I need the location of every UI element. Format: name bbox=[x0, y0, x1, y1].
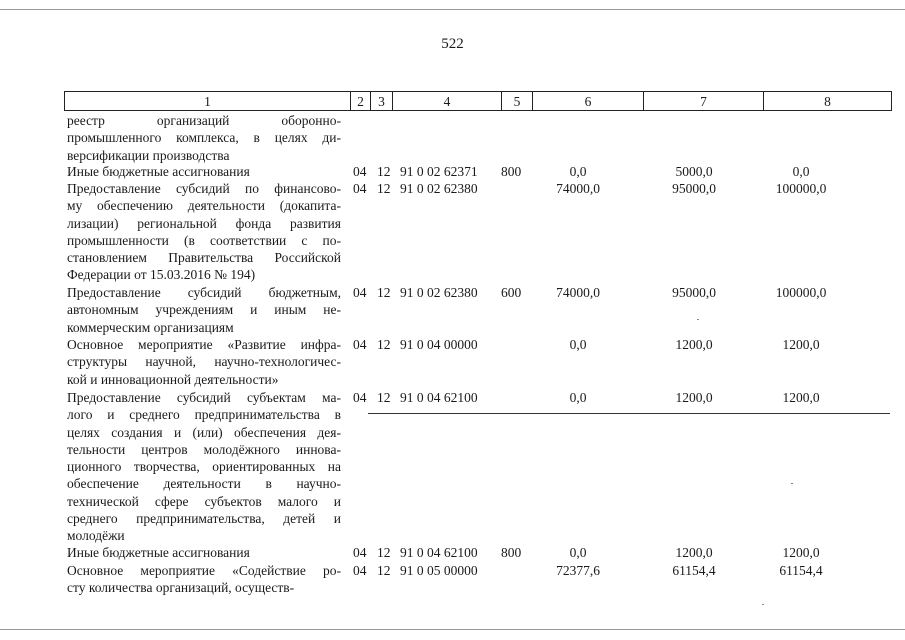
description-line: обеспечение деятельности в научно- bbox=[67, 476, 341, 492]
cell-gz: 04 bbox=[353, 337, 367, 352]
cell-amount-2017: 0,0 bbox=[569, 390, 587, 405]
cell-amount-2017: 0,0 bbox=[569, 337, 587, 352]
description-line: лизации) региональной фонда развития bbox=[67, 215, 341, 231]
cell-amount-2018: 95000,0 bbox=[672, 285, 716, 300]
description-line: Предоставление субсидий субъектам ма- bbox=[67, 390, 341, 405]
cell-gz: 04 bbox=[353, 390, 367, 405]
cell-amount-2019: 1200,0 bbox=[782, 337, 820, 352]
cell-csr: 91 0 04 62100 bbox=[400, 545, 478, 560]
column-header: 2 bbox=[350, 92, 370, 110]
cell-amount-2018: 1200,0 bbox=[675, 337, 713, 352]
description-line: Иные бюджетные ассигнования bbox=[67, 545, 250, 560]
cell-pz: 12 bbox=[377, 337, 391, 352]
description-line: промышленности (в соответствии с по- bbox=[67, 232, 341, 248]
column-header: 5 bbox=[501, 92, 532, 110]
description-line: автономным учреждениям и иным не- bbox=[67, 302, 341, 318]
description-line: становлением Правительства Российской bbox=[67, 250, 341, 266]
cell-amount-2019: 100000,0 bbox=[775, 181, 827, 196]
cell-csr: 91 0 02 62371 bbox=[400, 164, 478, 179]
cell-pz: 12 bbox=[377, 285, 391, 300]
row-description bbox=[67, 163, 341, 180]
cell-amount-2017: 0,0 bbox=[569, 164, 587, 179]
description-line: кой и инновационной деятельности» bbox=[67, 371, 279, 387]
row-description bbox=[67, 389, 341, 545]
cell-gz: 04 bbox=[353, 563, 367, 578]
cell-pz: 12 bbox=[377, 563, 391, 578]
cell-vr: 800 bbox=[501, 545, 522, 560]
column-header: 8 bbox=[763, 92, 891, 110]
cell-gz: 04 bbox=[353, 164, 367, 179]
cell-csr: 91 0 02 62380 bbox=[400, 285, 478, 300]
description-line: сту количества организаций, осуществ- bbox=[67, 580, 295, 596]
row-description bbox=[67, 284, 341, 336]
cell-csr: 91 0 04 00000 bbox=[400, 337, 478, 352]
description-line: среднего предпринимательства, детей и bbox=[67, 511, 341, 527]
description-line: технической сфере субъектов малого и bbox=[67, 493, 341, 509]
cell-amount-2017: 74000,0 bbox=[556, 285, 600, 300]
cell-pz: 12 bbox=[377, 181, 391, 196]
column-header: 7 bbox=[643, 92, 763, 110]
column-header: 1 bbox=[204, 94, 211, 109]
description-line: ционного творчества, ориентированных на bbox=[67, 459, 341, 475]
cell-pz: 12 bbox=[377, 545, 391, 560]
cell-csr: 91 0 02 62380 bbox=[400, 181, 478, 196]
description-line: лого и среднего предпринимательства в bbox=[67, 407, 341, 423]
description-line: целях создания и (или) обеспечения дея- bbox=[67, 424, 341, 440]
description-line: коммерческим организациям bbox=[67, 319, 234, 335]
row-description bbox=[67, 112, 341, 164]
cell-amount-2018: 61154,4 bbox=[672, 563, 716, 578]
cell-amount-2019: 1200,0 bbox=[782, 545, 820, 560]
cell-gz: 04 bbox=[353, 285, 367, 300]
description-line: промышленного комплекса, в целях ди- bbox=[67, 130, 341, 146]
column-header: 4 bbox=[392, 92, 501, 110]
description-line: Предоставление субсидий бюджетным, bbox=[67, 285, 341, 300]
cell-csr: 91 0 04 62100 bbox=[400, 390, 478, 405]
page-number: 522 bbox=[441, 36, 464, 52]
scan-speck bbox=[762, 604, 764, 605]
cell-amount-2017: 72377,6 bbox=[556, 563, 600, 578]
cell-amount-2018: 1200,0 bbox=[675, 545, 713, 560]
column-header: 3 bbox=[370, 92, 392, 110]
cell-amount-2018: 5000,0 bbox=[675, 164, 713, 179]
cell-vr: 800 bbox=[501, 164, 522, 179]
row-description bbox=[67, 562, 341, 597]
cell-csr: 91 0 05 00000 bbox=[400, 563, 478, 578]
cell-gz: 04 bbox=[353, 545, 367, 560]
description-line: тельности центров молодёжного иннова- bbox=[67, 441, 341, 457]
cell-amount-2019: 100000,0 bbox=[775, 285, 827, 300]
description-line: му обеспечению деятельности (докапита- bbox=[67, 198, 341, 214]
cell-amount-2017: 0,0 bbox=[569, 545, 587, 560]
cell-amount-2019: 1200,0 bbox=[782, 390, 820, 405]
cell-amount-2018: 1200,0 bbox=[675, 390, 713, 405]
scan-bottom-edge bbox=[0, 629, 905, 630]
row-description bbox=[67, 544, 341, 561]
cell-amount-2019: 0,0 bbox=[792, 164, 810, 179]
description-line: Предоставление субсидий по финансово- bbox=[67, 181, 341, 196]
row-description bbox=[67, 180, 341, 284]
description-line: Иные бюджетные ассигнования bbox=[67, 164, 250, 179]
description-line: Федерации от 15.03.2016 № 194) bbox=[67, 267, 256, 283]
description-line: структуры научной, научно-технологичес- bbox=[67, 354, 341, 370]
table-header bbox=[64, 91, 892, 111]
cell-pz: 12 bbox=[377, 164, 391, 179]
cell-amount-2019: 61154,4 bbox=[779, 563, 823, 578]
cell-amount-2018: 95000,0 bbox=[672, 181, 716, 196]
description-line: Основное мероприятие «Содействие ро- bbox=[67, 563, 341, 578]
scan-speck bbox=[791, 483, 793, 484]
row-description bbox=[67, 336, 341, 388]
description-line: Основное мероприятие «Развитие инфра- bbox=[67, 337, 341, 352]
column-header: 6 bbox=[532, 92, 643, 110]
cell-vr: 600 bbox=[501, 285, 522, 300]
cell-gz: 04 bbox=[353, 181, 367, 196]
cell-amount-2017: 74000,0 bbox=[556, 181, 600, 196]
row-divider bbox=[368, 413, 890, 414]
description-line: версификации производства bbox=[67, 147, 230, 163]
description-line: молодёжи bbox=[67, 528, 125, 544]
scan-top-edge bbox=[0, 9, 905, 10]
scan-speck bbox=[697, 319, 699, 320]
description-line: реестр организаций оборонно- bbox=[67, 113, 341, 128]
cell-pz: 12 bbox=[377, 390, 391, 405]
